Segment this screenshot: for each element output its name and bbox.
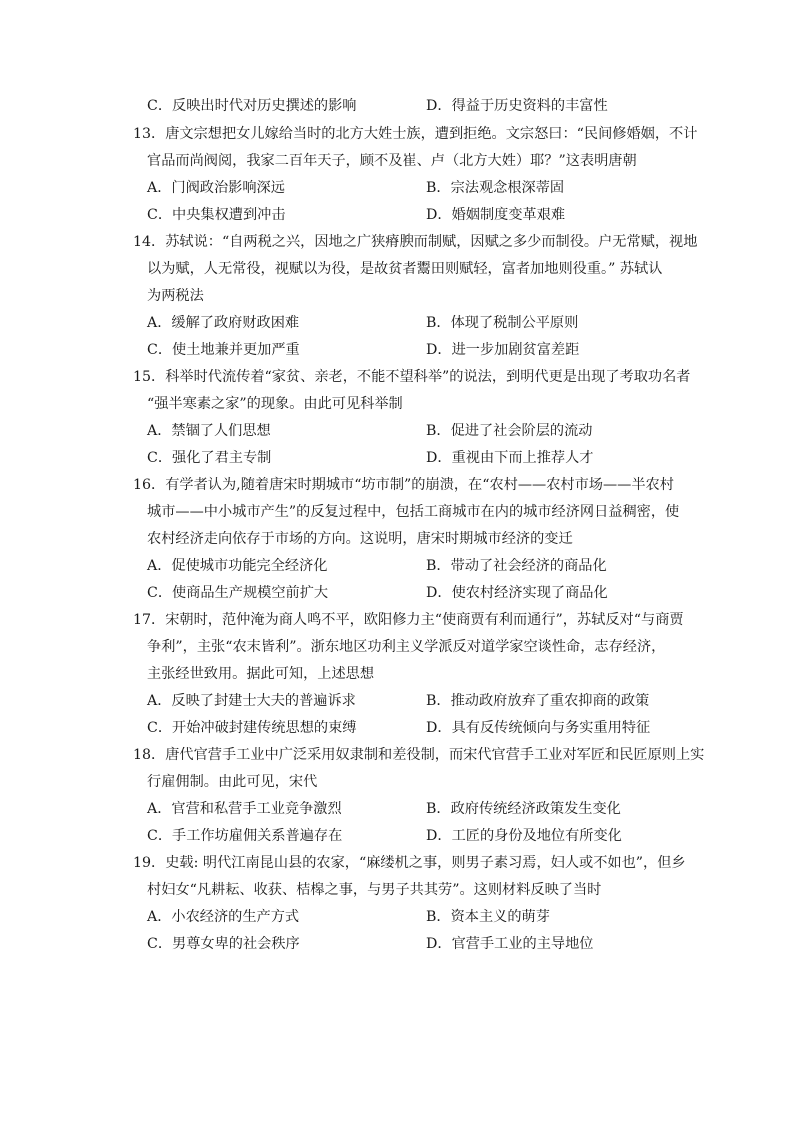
q14-option-d: D．进一步加剧贫富差距	[426, 342, 580, 358]
q12-option-d: D．得益于历史资料的丰富性	[426, 98, 608, 114]
q13-option-b: B．宗法观念根深蒂固	[426, 180, 565, 196]
q18-option-b: B．政府传统经济政策发生变化	[426, 801, 621, 817]
q16-option-d: D．使农村经济实现了商品化	[426, 585, 608, 601]
q14-stem-line-1: 14．苏轼说：“自两税之兴，因地之广狭瘠腴而制赋，因赋之多少而制役。户无常赋，视地	[133, 234, 698, 250]
q19-option-b: B．资本主义的萌芽	[426, 909, 550, 925]
q17-option-d: D．具有反传统倾向与务实重用特征	[426, 720, 651, 736]
q15-option-b: B．促进了社会阶层的流动	[426, 423, 593, 439]
q14-stem-line-2: 以为赋，人无常役，视赋以为役，是故贫者鬻田则赋轻，富者加地则役重。” 苏轼认	[147, 261, 663, 277]
q16-stem-line-3: 农村经济走向依存于市场的方向。这说明，唐宋时期城市经济的变迁	[147, 531, 573, 547]
q16-stem-line-2: 城市——中小城市产生”的反复过程中，包括工商城市在内的城市经济网日益稠密，使	[147, 504, 680, 520]
q15-option-a: A．禁锢了人们思想	[147, 423, 271, 439]
q19-option-c: C．男尊女卑的社会秩序	[147, 936, 300, 952]
q14-stem-line-3: 为两税法	[147, 288, 204, 304]
q17-stem-line-2: 争利”，主张“农末皆利”。浙东地区功利主义学派反对道学家空谈性命，志存经济，	[147, 639, 666, 655]
q15-stem-line-1: 15．科举时代流传着“家贫、亲老，不能不望科举”的说法，到明代更是出现了考取功名者	[133, 369, 691, 385]
q15-option-d: D．重视由下而上推荐人才	[426, 450, 594, 466]
q16-option-b: B．带动了社会经济的商品化	[426, 558, 607, 574]
q15-stem-line-2: “强半寒素之家”的现象。由此可见科举制	[147, 396, 403, 412]
q13-option-d: D．婚姻制度变革艰难	[426, 207, 566, 223]
q13-stem-line-1: 13．唐文宗想把女儿嫁给当时的北方大姓士族，遭到拒绝。文宗怒曰：“民间修婚姻，不计	[133, 126, 698, 142]
q16-stem-line-1: 16．有学者认为,随着唐宋时期城市“坊市制”的崩溃，在“农村——农村市场——半农村	[133, 477, 674, 493]
q13-stem-line-2: 官品而尚阀阅，我家二百年天子，顾不及崔、卢（北方大姓）耶？”这表明唐朝	[147, 153, 637, 169]
q18-option-d: D．工匠的身份及地位有所变化	[426, 828, 622, 844]
q18-stem-line-1: 18．唐代官营手工业中广泛采用奴隶制和差役制，而宋代官营手工业对军匠和民匠原则上实	[133, 747, 705, 763]
q17-stem-line-1: 17．宋朝时，范仲淹为商人鸣不平，欧阳修力主“使商贾有利而通行”，苏轼反对“与商贾	[133, 612, 684, 628]
q15-option-c: C．强化了君主专制	[147, 450, 272, 466]
q19-stem-line-1: 19．史载: 明代江南昆山县的农家，“麻缕机之事，则男子素习焉，妇人或不如也”，但乡	[133, 855, 686, 871]
q19-stem-line-2: 村妇女“凡耕耘、收获、桔槔之事，与男子共其劳”。这则材料反映了当时	[147, 882, 602, 898]
q17-option-b: B．推动政府放弃了重农抑商的政策	[426, 693, 650, 709]
q16-option-c: C．使商品生产规模空前扩大	[147, 585, 329, 601]
q13-option-a: A．门阀政治影响深远	[147, 180, 285, 196]
q19-option-d: D．官营手工业的主导地位	[426, 936, 594, 952]
q14-option-c: C．使土地兼并更加严重	[147, 342, 300, 358]
q16-option-a: A．促使城市功能完全经济化	[147, 558, 328, 574]
q14-option-a: A．缓解了政府财政困难	[147, 315, 300, 331]
q17-option-a: A．反映了封建士大夫的普遍诉求	[147, 693, 356, 709]
q18-option-a: A．官营和私营手工业竞争激烈	[147, 801, 342, 817]
q18-option-c: C．手工作坊雇佣关系普遍存在	[147, 828, 343, 844]
q19-option-a: A．小农经济的生产方式	[147, 909, 300, 925]
q13-option-c: C．中央集权遭到冲击	[147, 207, 286, 223]
q12-option-c: C．反映出时代对历史撰述的影响	[147, 98, 357, 114]
q17-option-c: C．开始冲破封建传统思想的束缚	[147, 720, 357, 736]
q14-option-b: B．体现了税制公平原则	[426, 315, 579, 331]
q18-stem-line-2: 行雇佣制。由此可见，宋代	[147, 774, 318, 790]
q17-stem-line-3: 主张经世致用。据此可知，上述思想	[147, 666, 375, 682]
